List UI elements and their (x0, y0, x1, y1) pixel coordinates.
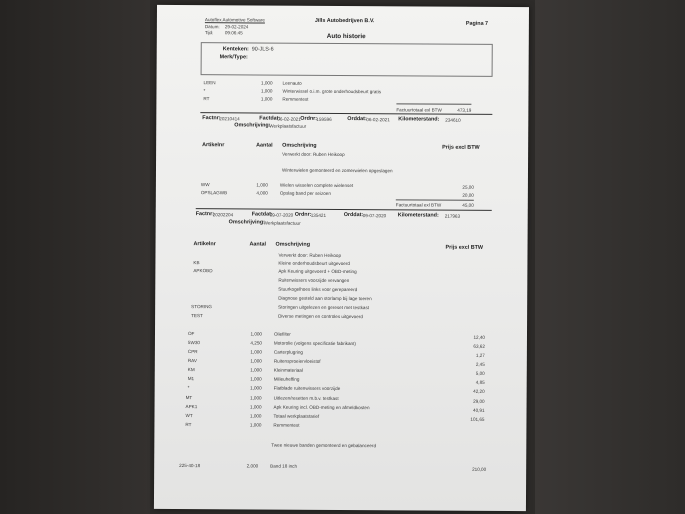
note-line: Stuurkogelhoes links voor gerepareerd (278, 286, 358, 293)
row-desc: Wielen wisselen complete wielenset (279, 182, 354, 189)
row-qty: 1,000 (261, 80, 273, 86)
total-label: Factuurtotaal exl BTW (395, 202, 442, 208)
km-label: Kilometerstand: (397, 212, 439, 219)
row-qty: 1,000 (256, 182, 268, 188)
row-desc: Remmentest (273, 422, 300, 428)
row-qty: 1,000 (250, 376, 262, 382)
note-line: Diagnose gesteld aan storlamp bij lage toeren (278, 295, 372, 302)
datum-value: 29-02-2024 (224, 24, 249, 30)
omschr-label: Omschrijving: (228, 219, 265, 226)
ordnr-label: Ordnr: (300, 115, 318, 122)
row-price: 25,00 (462, 184, 474, 190)
tyre-price: 210,00 (472, 466, 487, 472)
orddat-label: Orddat: (347, 116, 367, 123)
ordnr-label: Ordnr: (294, 211, 312, 218)
note-code: KB (193, 260, 200, 266)
row-price: 4,85 (475, 379, 485, 385)
total-rule (396, 199, 474, 200)
omschr-label: Omschrijving: (234, 122, 271, 129)
factnr-value: 20210414 (219, 116, 240, 122)
garage-name: Jills Autobedrijven B.V. (314, 17, 375, 25)
factnr-label: Factnr: (195, 211, 215, 218)
row-qty: 1,000 (250, 349, 262, 355)
kenteken-label: Kenteken: (222, 46, 249, 53)
note-code: STORING (191, 304, 213, 310)
row-code: M1 (187, 376, 195, 382)
row-desc: Opslag band per seizoen (279, 190, 331, 196)
note-line: Verwerkt door: Ruben Heikoop (278, 252, 342, 258)
row-desc: Milieuheffing (273, 376, 300, 382)
software-name: Autoflex Automotive Software (204, 17, 265, 23)
row-code: MT (185, 395, 193, 401)
row-qty: 1,000 (250, 358, 262, 364)
tijd-label: Tijd: (204, 30, 214, 36)
row-code: * (203, 88, 206, 94)
section-rule (196, 208, 492, 211)
tyre-desc: Band 18 inch (270, 463, 298, 469)
note-line: Verwerkt door: Ruben Heikoop (282, 151, 345, 158)
row-code: WW (200, 182, 210, 188)
row-desc: Winterwissel o.i.m. grote onderhoudsbeurt gratis (282, 88, 382, 95)
col-prijs: Prijs excl BTW (442, 144, 480, 151)
row-code: RAV (187, 358, 197, 364)
col-aantal: Aantal (249, 241, 267, 248)
row-desc: Motorolie (volgens specificatie fabrikant) (273, 340, 356, 347)
km-value: 234610 (445, 117, 461, 123)
row-qty: 1,000 (260, 88, 273, 94)
row-desc: Ruitensproeiervloeistof (273, 358, 321, 364)
row-code: OF (187, 331, 195, 337)
ordnr-value: 159596 (316, 116, 332, 122)
orddat-label: Orddat: (343, 212, 364, 219)
row-desc: Kleinmateriaal (273, 367, 303, 373)
merk-type-label: Merk/Type: (219, 54, 248, 61)
background-left (0, 0, 150, 514)
page-number: Pagina 7 (465, 20, 489, 27)
row-code: WT (185, 413, 193, 419)
row-qty: 4,250 (250, 340, 262, 346)
factdat-value: 06-02-2021 (277, 116, 301, 122)
row-qty: 1,000 (250, 385, 262, 391)
row-desc: Flatblade ruitenwissers voorzijde (273, 385, 341, 391)
row-desc: Apk Keuring incl. OBD-meting en afmeldkosten (273, 404, 370, 411)
row-code: CPR (187, 349, 198, 355)
kenteken-value: 90-JLS-6 (251, 46, 274, 53)
total-value: 45,00 (462, 202, 474, 208)
row-price: 2,45 (475, 361, 485, 367)
row-desc: Totaal werkplaatstarief (273, 413, 320, 419)
row-qty: 1,000 (250, 331, 263, 337)
total-rule (396, 103, 471, 104)
omschr-value: Werkplaatsfactuur (269, 123, 307, 129)
row-code: OPSLAGWB (200, 190, 228, 196)
factdat-label: Factdat: (259, 115, 281, 122)
row-desc: Oliefilter (273, 331, 291, 337)
row-qty: 1,000 (249, 422, 262, 428)
row-desc: Carterplugring (273, 349, 304, 355)
col-artikelnr: Artikelnr (202, 142, 225, 149)
factnr-label: Factnr: (202, 115, 221, 122)
row-price: 101,65 (470, 416, 485, 422)
orddat-value: 09-07-2020 (362, 213, 387, 219)
row-desc: Remmentest (282, 96, 309, 102)
row-code: 5W30 (187, 340, 200, 346)
note-code: APKOBD (193, 268, 213, 274)
note-line: Apk Keuring uitgevoerd + OBD-meting (278, 268, 357, 275)
row-code: LEEN (203, 80, 216, 86)
row-code: RT (185, 422, 192, 428)
row-code: RT (203, 96, 210, 102)
col-omschrijving: Omschrijving (275, 241, 311, 248)
row-code: KM (187, 367, 195, 373)
footer-note: Twee nieuwe banden gemonteerd en gebalanceerd (271, 442, 377, 449)
col-aantal: Aantal (256, 142, 273, 149)
col-omschrijving: Omschrijving (282, 142, 317, 149)
printed-document (154, 5, 529, 511)
col-prijs: Prijs excl BTW (445, 244, 483, 251)
row-qty: 1,000 (260, 96, 273, 102)
row-code: * (187, 385, 190, 391)
datum-label: Datum: (204, 24, 220, 30)
row-code: APK1 (185, 404, 198, 410)
col-artikelnr: Artikelnr (193, 241, 216, 248)
total-label: Factuurtotaal exl BTW (396, 107, 442, 113)
row-price: 63,62 (473, 343, 485, 349)
row-desc: Uitlezen/resetten m.b.v. testkast (273, 395, 339, 401)
tyre-qty: 2,000 (246, 463, 259, 469)
row-price: 29,00 (473, 398, 485, 404)
row-price: 42,20 (473, 388, 485, 394)
tijd-value: 09:06:45 (224, 30, 243, 36)
note-line: Storingen uitgelezen en gereset met testkast (278, 304, 370, 311)
tyre-code: 225-40-18 (179, 463, 201, 469)
ordnr-value: 135421 (310, 212, 327, 218)
row-qty: 1,000 (250, 367, 262, 373)
document-title: Auto historie (326, 32, 366, 41)
row-price: 5,00 (475, 370, 485, 376)
orddat-value: 06-02-2021 (366, 117, 390, 123)
note-line: Ruitenwissers voorzijde vervangen (278, 277, 350, 284)
row-qty: 1,000 (249, 413, 262, 419)
row-price: 40,91 (473, 407, 485, 413)
km-label: Kilometerstand: (398, 116, 440, 123)
row-price: 20,00 (462, 192, 474, 198)
row-desc: Leenauto (282, 80, 302, 86)
omschr-value: Werkplaatsfactuur (263, 220, 301, 226)
note-code: TEST (191, 313, 203, 319)
km-value: 217963 (444, 213, 461, 219)
background-right (535, 0, 685, 514)
note-line: Winterwielen gemonteerd en zomerwielen opgeslagen (281, 167, 393, 174)
row-price: 1,27 (475, 352, 485, 358)
factdat-label: Factdat: (251, 211, 273, 218)
row-price: 12,40 (473, 334, 485, 340)
factdat-value: 09-07-2020 (269, 212, 294, 218)
total-value: 473,19 (457, 107, 472, 113)
factnr-value: 20202204 (212, 212, 234, 218)
note-line: Kleine onderhoudsbeurt uitgevoerd (278, 260, 350, 267)
row-qty: 1,000 (250, 404, 262, 410)
note-line: Diverse metingen en controles uitgevoerd (278, 313, 363, 320)
row-qty: 1,000 (250, 395, 262, 401)
row-qty: 4,000 (256, 190, 268, 196)
